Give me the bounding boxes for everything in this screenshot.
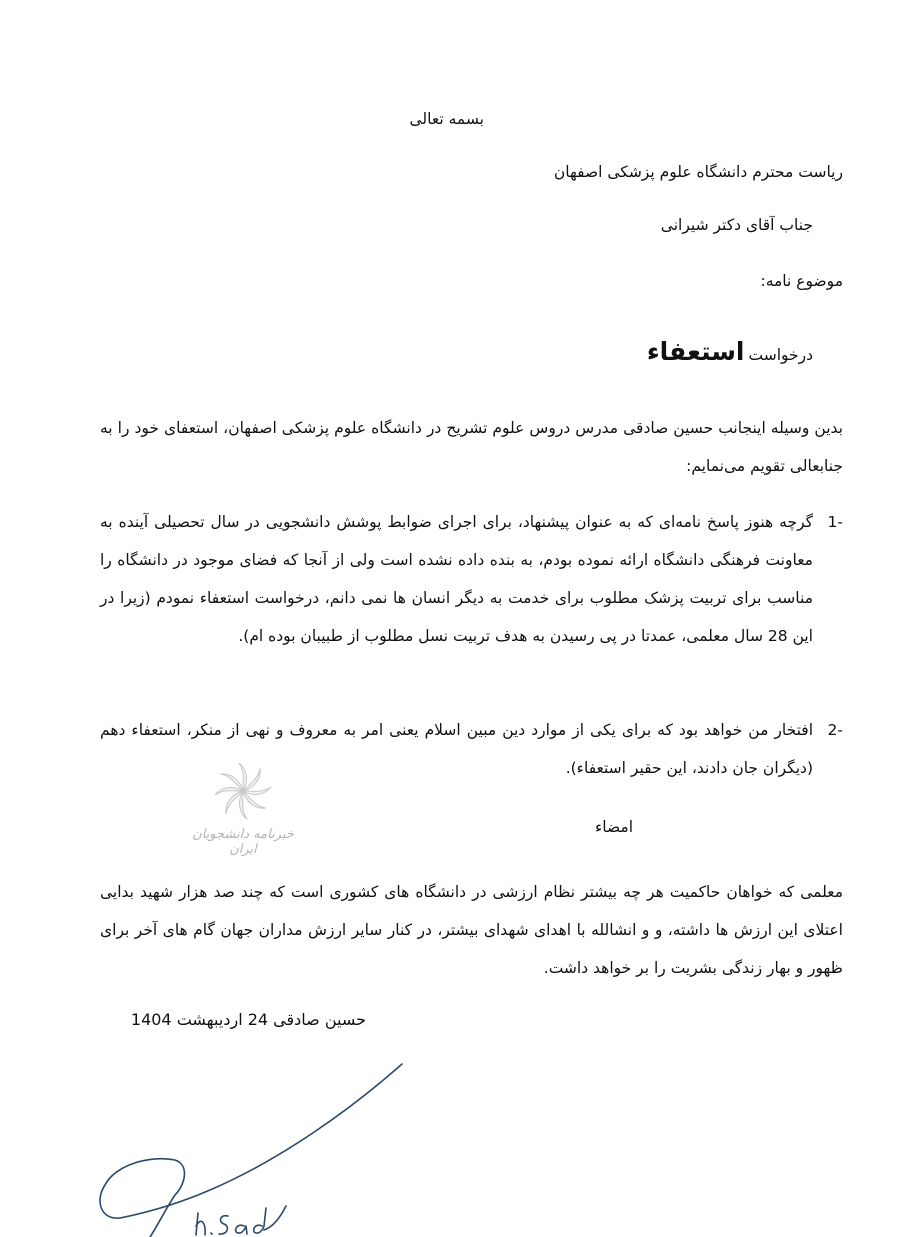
signature-loop	[100, 1159, 184, 1237]
subject-prefix: درخواست	[748, 346, 813, 364]
closing-paragraph: معلمی که خواهان حاکمیت هر چه بیشتر نظام ارزشی در دانشگاه های کشوری است که چند صد هزار شهید بدایی اعتلای این ارزش ها داشته، و و انشالله با اهدای شهدای بیشتر، در کنار سایر ارزش مداران جهان گام های آخر برای ظهور و بهار زندگی بشریت را بر خواهد داشت.	[100, 883, 843, 977]
opening-salutation: بسمه تعالی	[409, 110, 484, 128]
name-and-date: حسین صادقی 24 اردیبهشت 1404	[130, 1010, 366, 1029]
subject-main: استعفاء	[646, 337, 745, 366]
item-text: افتخار من خواهد بود که برای یکی از موارد دین مبین اسلام یعنی امر به معروف و نهی از منکر، استعفاء دهم (دیگران جان دادند، این حقیر استعفاء).	[100, 721, 813, 777]
handwritten-signature	[90, 1050, 430, 1237]
addressee-line: جناب آقای دکتر شیرانی	[660, 216, 813, 234]
item-text: گرچه هنوز پاسخ نامه‌ای که به عنوان پیشنهاد، برای اجرای ضوابط پوشش دانشجویی در سال تحصیلی آینده به معاونت فرهنگی دانشگاه ارائه نموده بودم، به بنده داده نشده است ولی از آنجا که فضای موجود در دانشگاه را مناسب برای تربیت پزشک مطلوب برای خدمت به دیگر انسان ها نمی دانم، درخواست استعفاء نمودم (زیرا در این 28 سال معلمی، عمدتا در پی رسیدن به هدف تربیت نسل مطلوب از طبیبان بوده ام).	[100, 513, 813, 645]
intro-paragraph: بدین وسیله اینجانب حسین صادقی مدرس دروس علوم تشریح در دانشگاه علوم پزشکی اصفهان، استعفای خود را به جنابعالی تقویم می‌نمایم:	[100, 419, 843, 475]
subject-line	[647, 337, 813, 366]
pinwheel-logo-icon	[178, 755, 308, 830]
recipient-line: ریاست محترم دانشگاه علوم پزشکی اصفهان	[553, 163, 843, 181]
watermark	[178, 755, 308, 855]
subject-label: موضوع نامه:	[760, 272, 843, 290]
signature-label: امضاء	[594, 818, 633, 836]
item-number: -1	[827, 513, 843, 531]
watermark-text: خبرنامه دانشجویان ایران	[192, 827, 294, 857]
signature-initials	[196, 1206, 286, 1235]
signature-stroke	[120, 1064, 402, 1218]
item-number: -2	[827, 721, 843, 739]
numbered-item	[100, 503, 843, 655]
